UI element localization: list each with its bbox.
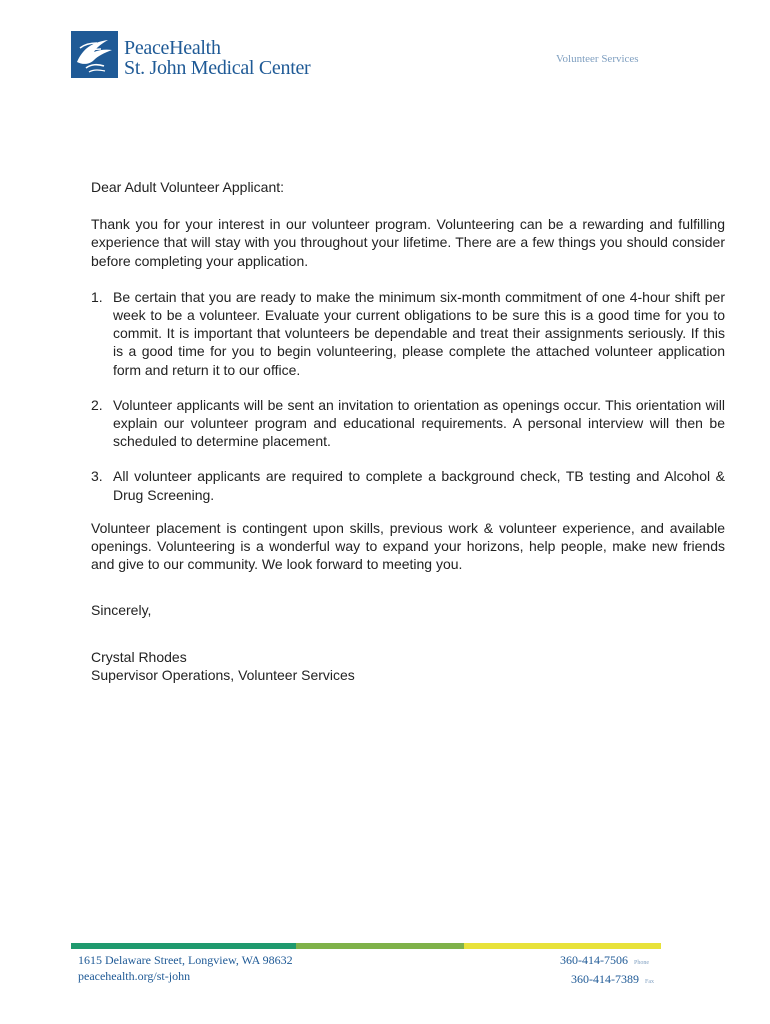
sign-off: Sincerely, (91, 602, 152, 619)
signer-name: Crystal Rhodes (91, 648, 187, 665)
footer-fax: 360-414-7389 (571, 972, 639, 986)
list-item (91, 288, 725, 379)
footer-address: 1615 Delaware Street, Longview, WA 98632 (78, 953, 293, 967)
footer-phone: 360-414-7506 (560, 953, 628, 967)
salutation: Dear Adult Volunteer Applicant: (91, 179, 285, 195)
footer-bar-teal (71, 943, 296, 949)
letter-body (91, 178, 725, 684)
footer-bar-green (296, 943, 464, 949)
list-item-number: 1. (91, 288, 103, 305)
brand-logo-text (124, 39, 310, 79)
list-item (91, 467, 725, 503)
department-label: Volunteer Services (556, 53, 639, 65)
footer-color-bar (71, 943, 661, 949)
footer-address-block (78, 952, 293, 984)
footer-fax-row (560, 971, 660, 990)
requirements-list (91, 288, 725, 504)
list-item (91, 396, 725, 451)
logo-line-1: PeaceHealth (124, 37, 221, 59)
signer-title: Supervisor Operations, Volunteer Services (91, 666, 355, 683)
list-item-text: All volunteer applicants are required to complete a background check, TB testing and Alcohol & Drug Screening. (113, 468, 725, 503)
intro-paragraph: Thank you for your interest in our volunteer program. Volunteering can be a rewarding and fulfilling experience that will stay with you throughout your lifetime. There are a few things you should consider before completing your application. (91, 216, 725, 269)
list-item-number: 3. (91, 468, 103, 485)
list-item-number: 2. (91, 396, 103, 413)
list-item-text: Volunteer applicants will be sent an invitation to orientation as openings occur. This orientation will explain our volunteer program and educational requirements. A personal interview will then be scheduled to determine placement. (113, 396, 725, 450)
logo-line-2: St. John Medical Center (124, 57, 311, 79)
footer-website: peacehealth.org/st-john (78, 969, 191, 983)
footer-fax-label: Fax (645, 979, 654, 985)
footer-phone-row (560, 952, 660, 971)
closing-paragraph: Volunteer placement is contingent upon skills, previous work & volunteer experience, and available openings. Volunteering is a wonderful way to expand your horizons, help people, make new friends and give to our community. We look forward to meeting you. (91, 519, 725, 573)
footer-contact-block (560, 952, 660, 990)
list-item-text: Be certain that you are ready to make the minimum six-month commitment of one 4-hour shift per week to be a volunteer. Evaluate your current obligations to be sure this is a good time for you to commit. It is important that volunteers be dependable and treat their assignments seriously. If this is a good time for you to begin volunteering, please complete the attached volunteer application form and return it to our office. (113, 288, 725, 378)
dove-icon (71, 31, 118, 78)
footer-bar-yellow (464, 943, 661, 949)
footer-phone-label: Phone (634, 960, 649, 966)
